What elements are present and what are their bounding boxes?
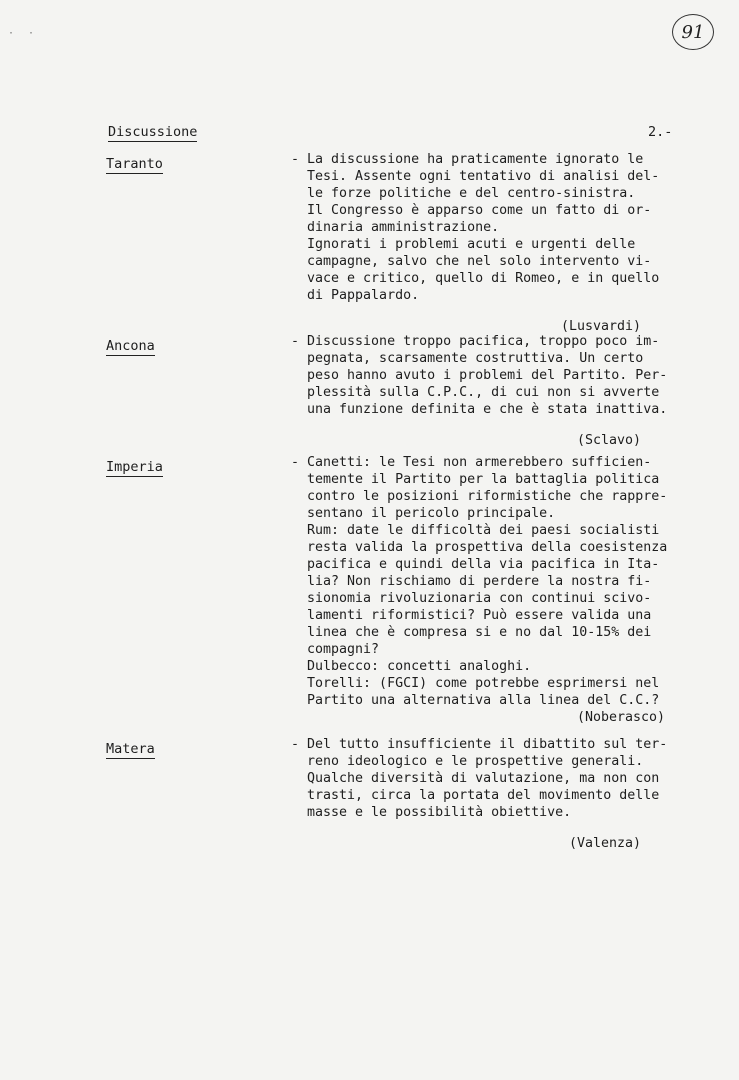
section-taranto [291,151,711,335]
text-line: lamenti riformistici? Può essere valida una [291,608,652,623]
text-line: sionomia rivoluzionaria con continui scivo- [291,591,652,606]
text-line: compagni? [291,642,380,657]
page-number-stamp: 91 [672,14,714,50]
text-line: resta valida la prospettiva della coesistenza [291,540,668,555]
text-line: peso hanno avuto i problemi del Partito. Per- [291,368,668,383]
text-line: vace e critico, quello di Romeo, e in quello [291,271,660,286]
text-line: contro le posizioni riformistiche che rappre- [291,489,668,504]
text-line: - La discussione ha praticamente ignorato le [291,152,644,167]
text-line: lia? Non rischiamo di perdere la nostra fi- [291,574,652,589]
text-line: - Canetti: le Tesi non armerebbero sufficien- [291,455,652,470]
text-line: campagne, salvo che nel solo intervento vi- [291,254,652,269]
text-line: masse e le possibilità obiettive. [291,805,572,820]
text-line: Dulbecco: concetti analoghi. [291,659,532,674]
text-line: una funzione definita e che è stata inattiva. [291,402,668,417]
section-label-imperia: Imperia [106,459,163,475]
section-label-matera: Matera [106,741,155,757]
page-number: 2.- [648,124,673,140]
text-line: plessità sulla C.P.C., di cui non si avverte [291,385,660,400]
text-line: pegnata, scarsamente costruttiva. Un certo [291,351,644,366]
document-heading: Discussione [108,124,198,140]
text-line: dinaria amministrazione. [291,220,500,235]
section-matera [291,736,711,852]
text-line: linea che è compresa si e no dal 10-15% dei [291,625,652,640]
text-line: Partito una alternativa alla linea del C.C.? [291,693,660,708]
section-label-ancona: Ancona [106,338,155,354]
margin-marks: · · [8,28,39,39]
text-line: - Del tutto insufficiente il dibattito sul ter- [291,737,668,752]
text-line: Il Congresso è apparso come un fatto di or- [291,203,652,218]
text-line: sentano il pericolo principale. [291,506,556,521]
text-line: Torelli: (FGCI) come potrebbe esprimersi nel [291,676,660,691]
text-line: reno ideologico e le prospettive generali. [291,754,644,769]
section-label-taranto: Taranto [106,156,163,172]
text-line: Ignorati i problemi acuti e urgenti delle [291,237,636,252]
text-line: Tesi. Assente ogni tentativo di analisi del- [291,169,660,184]
text-line: trasti, circa la portata del movimento delle [291,788,660,803]
signature: (Lusvardi) [560,319,641,334]
signature: (Valenza) [568,836,641,851]
text-line: pacifica e quindi della via pacifica in Ita- [291,557,660,572]
section-ancona [291,333,711,449]
text-line: temente il Partito per la battaglia politica [291,472,660,487]
text-line: Qualche diversità di valutazione, ma non con [291,771,660,786]
section-imperia [291,454,711,726]
text-line: le forze politiche e del centro-sinistra. [291,186,636,201]
text-line: Rum: date le difficoltà dei paesi socialisti [291,523,660,538]
signature: (Noberasco) [576,710,665,725]
text-line: di Pappalardo. [291,288,420,303]
signature: (Sclavo) [576,433,641,448]
text-line: - Discussione troppo pacifica, troppo poco im- [291,334,660,349]
